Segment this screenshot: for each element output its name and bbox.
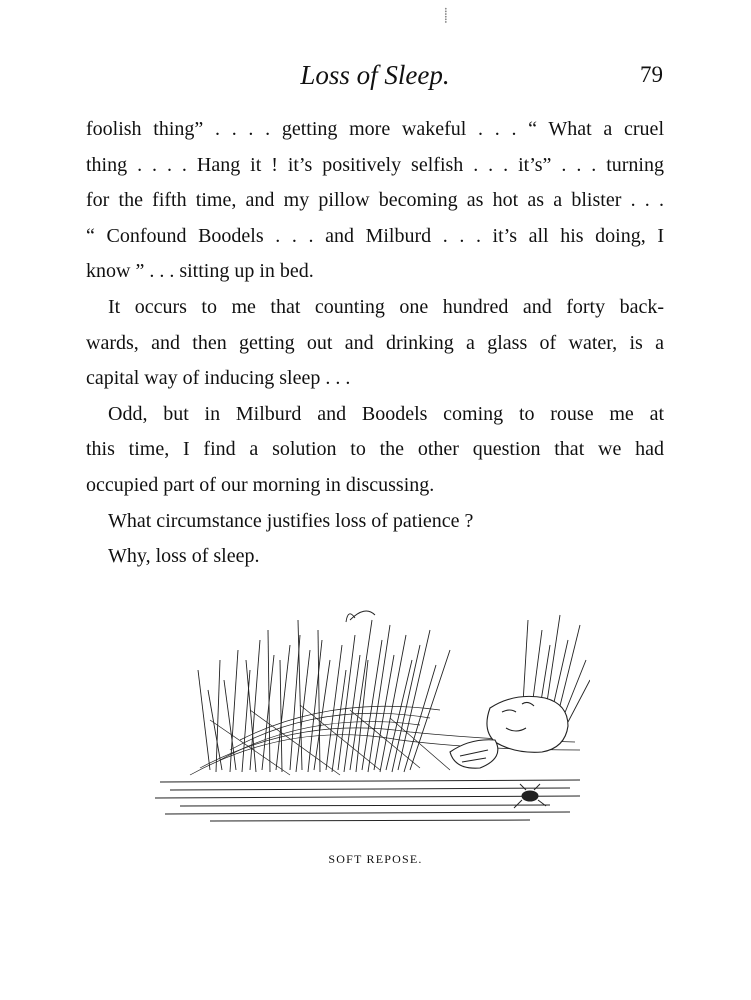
text-line: Odd, but in Milburd and Boodels coming to rouse me at [108,402,664,425]
text-line: It occurs to me that counting one hundred and forty back- [108,295,664,318]
illustration-engraving [150,600,590,830]
text-line: capital way of inducing sleep . . . [86,367,351,390]
text-line: “ Confound Boodels . . . and Milburd . . . it’s all his doing, I [86,224,664,247]
running-title: Loss of Sleep. [300,60,450,90]
text-line: thing . . . . Hang it ! it’s positively selfish . . . it’s” . . . turning [86,153,664,176]
text-line: Why, loss of sleep. [108,545,260,568]
text-line: foolish thing” . . . . getting more wakeful . . . “ What a cruel [86,118,664,140]
text-line: occupied part of our morning in discussing. [86,473,435,496]
text-line: this time, I find a solution to the other question that we had [86,438,664,461]
water-lines [155,780,580,821]
page-number: 79 [640,62,663,87]
body-text [86,112,664,575]
text-line: wards, and then getting out and drinking a glass of water, is a [86,331,664,354]
page-header [0,60,751,100]
figure-caption: SOFT REPOSE. [328,852,423,866]
text-line: for the fifth time, and my pillow becoming as hot as a blister . . . [86,189,664,212]
text-line: know ” . . . sitting up in bed. [86,260,314,283]
gutter-mark: ⸽ [444,8,448,24]
sleeping-figure [450,696,568,768]
text-line: What circumstance justifies loss of patience ? [108,509,474,532]
